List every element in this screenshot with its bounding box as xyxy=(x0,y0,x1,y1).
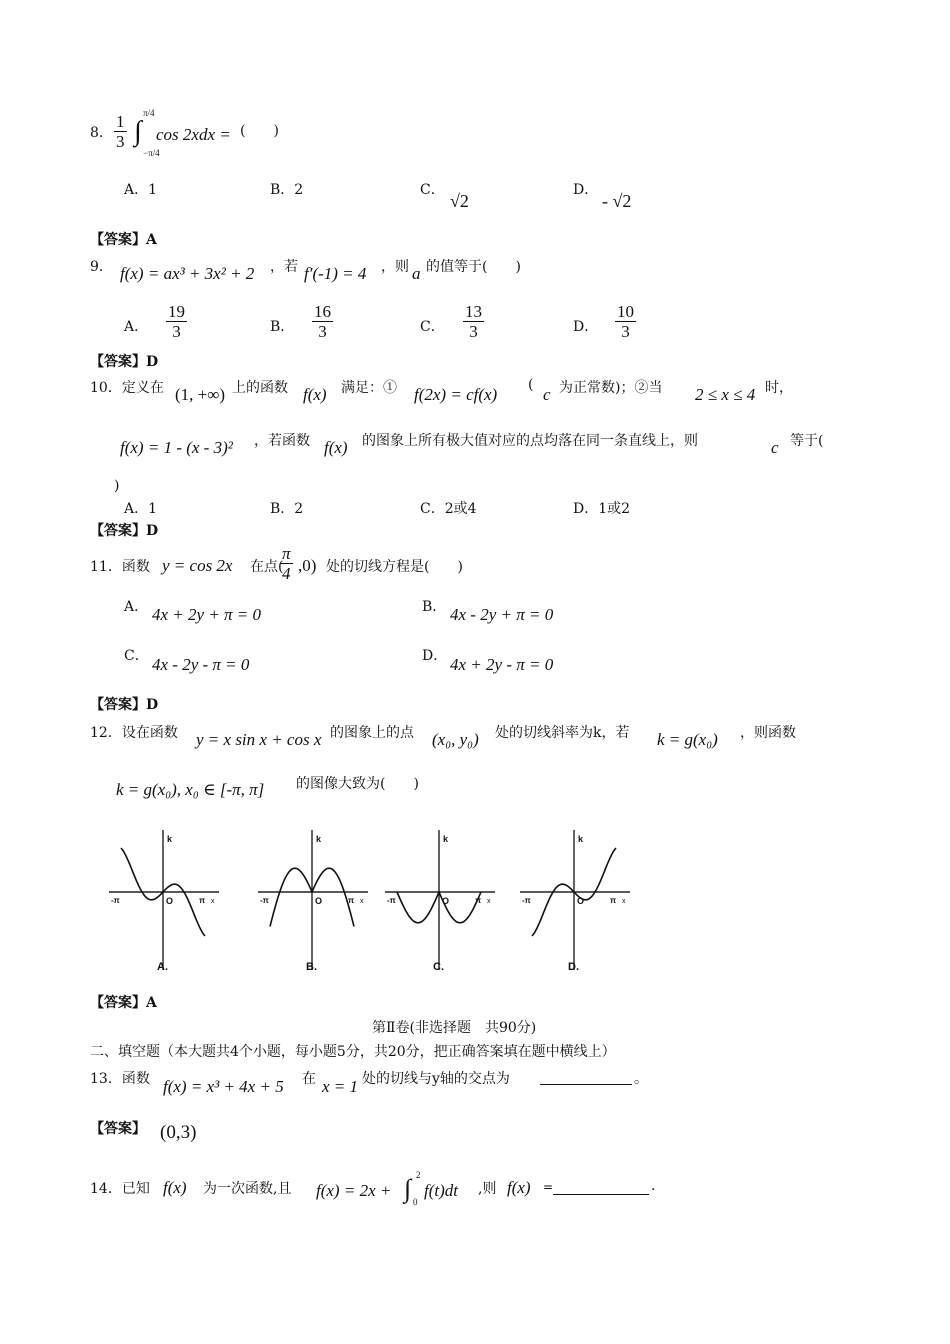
q13-answer-value: (0,3) xyxy=(160,1122,197,1143)
q10-option-b: B．2 xyxy=(270,501,304,517)
q9-option-b-value: $\frac{16}{3}$ xyxy=(314,302,331,341)
q9-then: ，则 xyxy=(381,259,409,275)
graph-caption: B. xyxy=(306,961,317,973)
q11-option-a-value: 4x + 2y + π = 0 xyxy=(152,605,262,624)
q10-line2-c: c xyxy=(771,438,779,457)
origin-label: O xyxy=(315,896,323,906)
q10-line2-text-3: 等于( xyxy=(790,433,824,449)
q9-option-b-label: B． xyxy=(270,319,295,335)
q13-answer-blank[interactable] xyxy=(540,1068,632,1085)
axis-label-k: k xyxy=(167,834,173,844)
q10-answer: 【答案】D xyxy=(90,523,159,539)
q13-answer-label: 【答案】 xyxy=(90,1121,146,1137)
q12-line2-rest: 的图像大致为( ) xyxy=(296,776,419,792)
q14-end: . xyxy=(651,1178,656,1194)
q10-number: 10．定义在 xyxy=(90,380,164,396)
q12-graph-c xyxy=(385,830,495,973)
q12-answer: 【答案】A xyxy=(90,995,157,1011)
q12-text-2: 处的切线斜率为k，若 xyxy=(495,725,630,741)
tick-label-neg-pi: -π xyxy=(260,896,269,905)
axis-label-x: x xyxy=(622,898,626,905)
axis-label-k: k xyxy=(578,834,584,844)
q11-point-rest: ,0) xyxy=(298,556,317,575)
q10-c: c xyxy=(543,385,551,404)
q12-graph-d xyxy=(520,830,630,973)
q14-text-1: 为一次函数,且 xyxy=(203,1181,292,1197)
axis-label-k: k xyxy=(316,834,322,844)
q12-k-def: k = g(x₀) xyxy=(657,730,718,749)
axis-label-x: x xyxy=(487,898,491,905)
tick-label-pi: π xyxy=(475,896,482,905)
q13-end: 。 xyxy=(634,1071,648,1087)
q9-option-d-label: D． xyxy=(573,319,599,335)
q9-condition: f′(-1) = 4 xyxy=(304,264,367,283)
q8-number: 8． xyxy=(90,125,113,141)
q9-option-c-value: $\frac{13}{3}$ xyxy=(465,302,482,341)
q8-option-d-label: D． xyxy=(573,182,599,198)
tick-label-pi: π xyxy=(610,896,617,905)
q12-graph-a xyxy=(109,830,219,973)
q9-option-a-label: A． xyxy=(124,319,149,335)
q9-option-d-value: $\frac{10}{3}$ xyxy=(617,302,634,341)
q11-point-fraction: $\frac{\pi}{4}$ xyxy=(282,544,291,583)
q10-line2-fx: f(x) xyxy=(324,438,348,457)
q10-condition-2: 2 ≤ x ≤ 4 xyxy=(695,385,756,404)
q11-option-d-value: 4x + 2y - π = 0 xyxy=(450,655,554,674)
graph-caption: A. xyxy=(157,961,168,973)
q10-domain: (1, +∞) xyxy=(175,385,226,404)
q10-line2-text-2: 的图象上所有极大值对应的点均落在同一条直线上，则 xyxy=(362,433,698,449)
origin-label: O xyxy=(577,896,585,906)
q9-option-a-value: $\frac{19}{3}$ xyxy=(168,302,185,341)
tick-label-neg-pi: -π xyxy=(111,896,120,905)
q11-rest: 处的切线方程是( ) xyxy=(326,559,463,575)
q12-line2: k = g(x₀), x₀ ∈ [-π, π] xyxy=(116,780,265,799)
q14-answer-blank[interactable] xyxy=(553,1178,649,1195)
q11-option-b-label: B． xyxy=(422,599,447,615)
q8-integrand: cos 2xdx = xyxy=(156,125,231,144)
q14-upper-limit: 2 xyxy=(416,1170,421,1180)
q14-integrand: f(t)dt xyxy=(424,1181,458,1200)
q14-lower-limit: 0 xyxy=(413,1197,418,1207)
q11-option-c-value: 4x - 2y - π = 0 xyxy=(152,655,250,674)
q9-function: f(x) = ax³ + 3x² + 2 xyxy=(120,264,255,283)
origin-label: O xyxy=(442,896,450,906)
axis-label-x: x xyxy=(211,898,215,905)
q8-coefficient: $\frac{1}{3}$ xyxy=(116,112,125,151)
q12-point: (x₀, y₀) xyxy=(432,730,479,749)
q10-line3: ) xyxy=(114,478,120,494)
axis-label-x: x xyxy=(360,898,364,905)
q10-option-d: D．1或2 xyxy=(573,501,631,517)
tick-label-neg-pi: -π xyxy=(522,896,531,905)
q11-option-d-label: D． xyxy=(422,648,448,664)
q9-number: 9． xyxy=(90,259,113,275)
section-2-title: 第Ⅱ卷(非选择题 共90分) xyxy=(372,1020,537,1036)
q11-function: y = cos 2x xyxy=(162,556,233,575)
q13-number: 13．函数 xyxy=(90,1071,150,1087)
q13-at: 在 xyxy=(302,1071,316,1087)
q9-answer: 【答案】D xyxy=(90,354,159,370)
q9-rest: 的值等于( ) xyxy=(426,259,521,275)
tick-label-pi: π xyxy=(199,896,206,905)
q8-integral-sign: ∫ xyxy=(134,116,142,147)
q14-equation-left: f(x) = 2x + xyxy=(316,1181,392,1200)
q10-text-1: 上的函数 xyxy=(232,380,288,396)
axis-label-k: k xyxy=(443,834,449,844)
q11-option-b-value: 4x - 2y + π = 0 xyxy=(450,605,554,624)
q9-var: a xyxy=(412,264,421,283)
q8-option-c-value: √2 xyxy=(450,191,469,211)
q10-condition-1: f(2x) = cf(x) xyxy=(414,385,498,404)
q12-graphs xyxy=(105,822,645,982)
q8-option-b: B．2 xyxy=(270,182,304,198)
q10-option-a: A．1 xyxy=(124,501,158,517)
q13-x-value: x = 1 xyxy=(322,1077,359,1096)
q8-option-c-label: C． xyxy=(420,182,445,198)
q10-paren-open: ( xyxy=(528,377,534,393)
q8-option-a: A．1 xyxy=(124,182,158,198)
q8-option-d-value: - √2 xyxy=(602,191,632,211)
q8-answer: 【答案】A xyxy=(90,232,157,248)
q12-text-1: 的图象上的点 xyxy=(330,725,414,741)
q14-fx2: f(x) xyxy=(507,1178,531,1197)
q14-fx: f(x) xyxy=(163,1178,187,1197)
q13-rest: 处的切线与y轴的交点为 xyxy=(362,1071,510,1087)
q10-text-3: 为正常数)；②当 xyxy=(559,380,663,396)
q11-at: 在点( xyxy=(250,559,284,575)
q10-text-4: 时， xyxy=(765,380,793,396)
q10-line2-text-1: ，若函数 xyxy=(254,433,310,449)
q10-text-2: 满足：① xyxy=(341,380,397,396)
q12-number: 12．设在函数 xyxy=(90,725,178,741)
fill-in-heading: 二、填空题（本大题共4个小题，每小题5分，共20分，把正确答案填在题中横线上） xyxy=(90,1044,616,1060)
origin-label: O xyxy=(166,896,174,906)
q14-number: 14．已知 xyxy=(90,1181,150,1197)
graph-caption: D. xyxy=(568,961,579,973)
q10-fx: f(x) xyxy=(303,385,327,404)
q10-piece-function: f(x) = 1 - (x - 3)² xyxy=(120,438,233,457)
tick-label-neg-pi: -π xyxy=(387,896,396,905)
q11-answer: 【答案】D xyxy=(90,697,159,713)
q11-number: 11．函数 xyxy=(90,559,150,575)
q11-option-a-label: A． xyxy=(124,599,149,615)
q12-graph-b xyxy=(258,830,368,973)
q12-function: y = x sin x + cos x xyxy=(196,730,322,749)
q13-function: f(x) = x³ + 4x + 5 xyxy=(163,1077,284,1096)
q14-text-2: ,则 xyxy=(478,1181,497,1197)
q8-upper-limit: π/4 xyxy=(143,108,155,118)
q9-option-c-label: C． xyxy=(420,319,445,335)
q8-paren: ( ) xyxy=(240,123,279,139)
tick-label-pi: π xyxy=(348,896,355,905)
q11-option-c-label: C． xyxy=(124,648,149,664)
q9-cond-prefix: ，若 xyxy=(270,259,298,275)
q14-equals: = xyxy=(543,1180,554,1194)
q10-option-c: C．2或4 xyxy=(420,501,477,517)
graph-caption: C. xyxy=(433,961,444,973)
q14-integral-sign: ∫ xyxy=(404,1174,412,1203)
q12-text-3: ，则函数 xyxy=(740,725,796,741)
q8-lower-limit: −π/4 xyxy=(143,148,160,158)
